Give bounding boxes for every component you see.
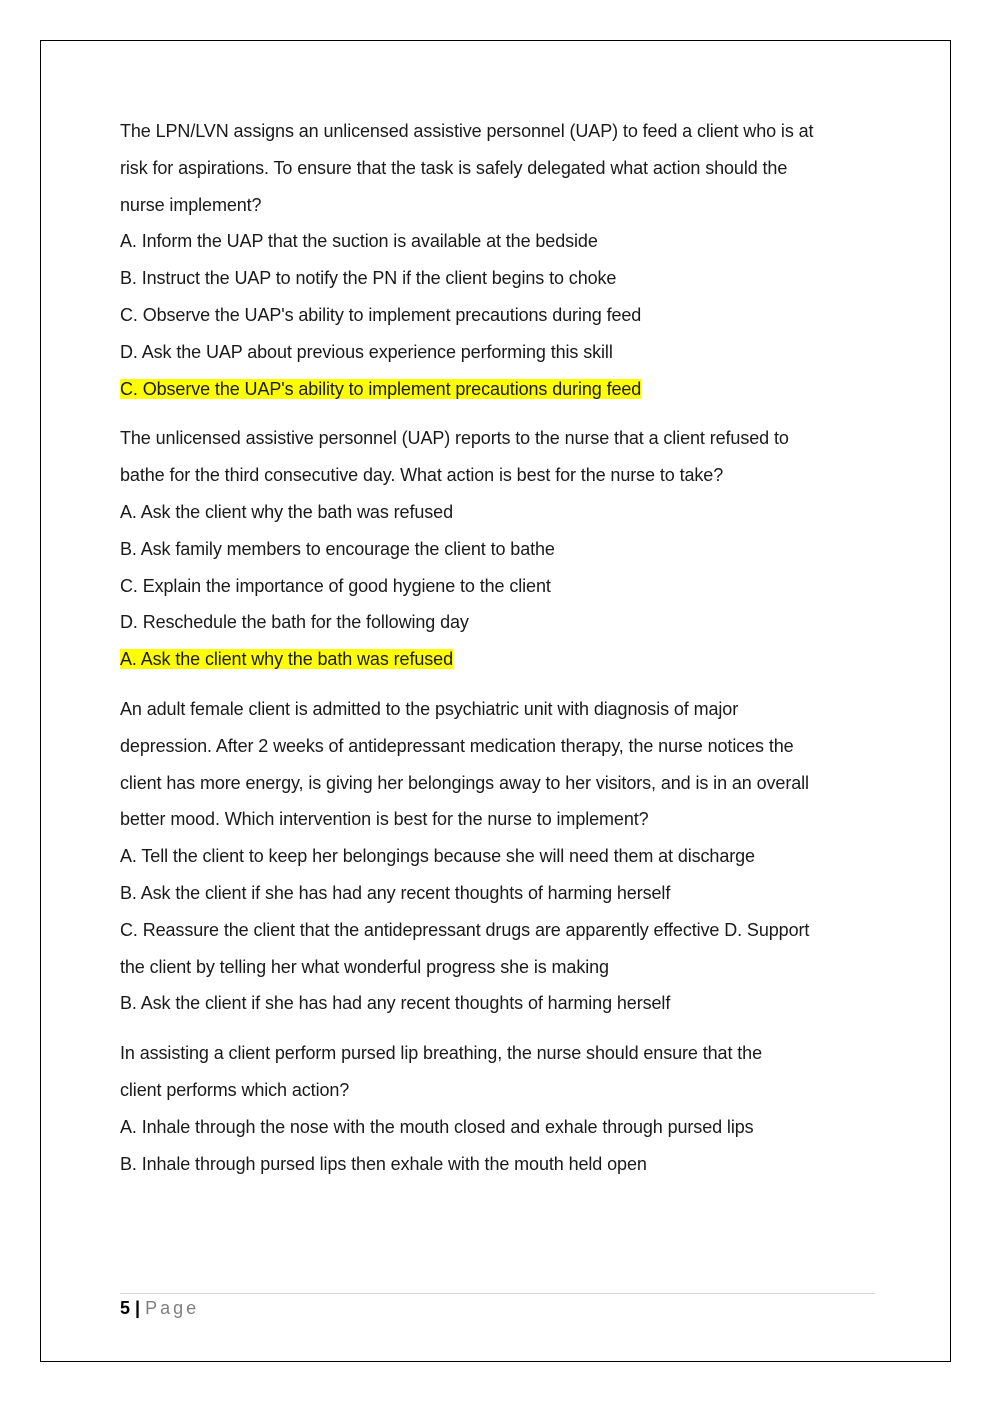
page-number: 5 [120, 1298, 131, 1318]
highlighted-answer: C. Observe the UAP's ability to implement precautions during feed [120, 378, 642, 399]
answer-line [120, 371, 875, 408]
stem-line: depression. After 2 weeks of antidepressant medication therapy, the nurse notices the [120, 735, 794, 756]
stem-line: risk for aspirations. To ensure that the task is safely delegated what action should the [120, 157, 788, 178]
question-block [120, 1035, 875, 1182]
stem-line: In assisting a client perform pursed lip breathing, the nurse should ensure that the [120, 1043, 762, 1064]
answer-text: B. Ask the client if she has had any recent thoughts of harming herself [120, 993, 671, 1014]
question-stem [120, 113, 875, 223]
option: the client by telling her what wonderful progress she is making [120, 956, 609, 977]
option: B. Instruct the UAP to notify the PN if the client begins to choke [120, 268, 617, 289]
question-stem [120, 1035, 875, 1109]
highlighted-answer: A. Ask the client why the bath was refused [120, 649, 453, 670]
stem-line: client performs which action? [120, 1079, 350, 1100]
option: A. Inform the UAP that the suction is available at the bedside [120, 231, 598, 252]
document-body [120, 113, 875, 1182]
option: C. Reassure the client that the antidepressant drugs are apparently effective D. Support [120, 919, 810, 940]
footer-separator: | [135, 1298, 141, 1318]
question-stem [120, 691, 875, 838]
answer-line [120, 985, 875, 1022]
option: B. Ask family members to encourage the client to bathe [120, 538, 555, 559]
answer-line [120, 641, 875, 678]
stem-line: better mood. Which intervention is best for the nurse to implement? [120, 809, 649, 830]
page-footer [120, 1296, 199, 1320]
option: C. Explain the importance of good hygiene to the client [120, 575, 551, 596]
stem-line: bathe for the third consecutive day. What action is best for the nurse to take? [120, 465, 724, 486]
option: B. Ask the client if she has had any recent thoughts of harming herself [120, 882, 671, 903]
question-block [120, 691, 875, 1022]
footer-divider [120, 1293, 875, 1294]
option: C. Observe the UAP's ability to implement precautions during feed [120, 304, 642, 325]
option: A. Tell the client to keep her belongings because she will need them at discharge [120, 846, 755, 867]
stem-line: The LPN/LVN assigns an unlicensed assistive personnel (UAP) to feed a client who is at [120, 121, 814, 141]
question-stem [120, 420, 875, 494]
question-block [120, 113, 875, 407]
stem-line: client has more energy, is giving her belongings away to her visitors, and is in an overall [120, 772, 809, 793]
option: A. Ask the client why the bath was refused [120, 501, 453, 522]
stem-line: The unlicensed assistive personnel (UAP) reports to the nurse that a client refused to [120, 428, 789, 449]
option: D. Ask the UAP about previous experience performing this skill [120, 341, 613, 362]
stem-line: An adult female client is admitted to the psychiatric unit with diagnosis of major [120, 698, 739, 719]
question-block [120, 420, 875, 678]
option: D. Reschedule the bath for the following day [120, 612, 469, 633]
page-label: Page [145, 1298, 200, 1318]
option: B. Inhale through pursed lips then exhale with the mouth held open [120, 1153, 647, 1174]
stem-line: nurse implement? [120, 194, 262, 215]
option: A. Inhale through the nose with the mouth closed and exhale through pursed lips [120, 1116, 754, 1137]
